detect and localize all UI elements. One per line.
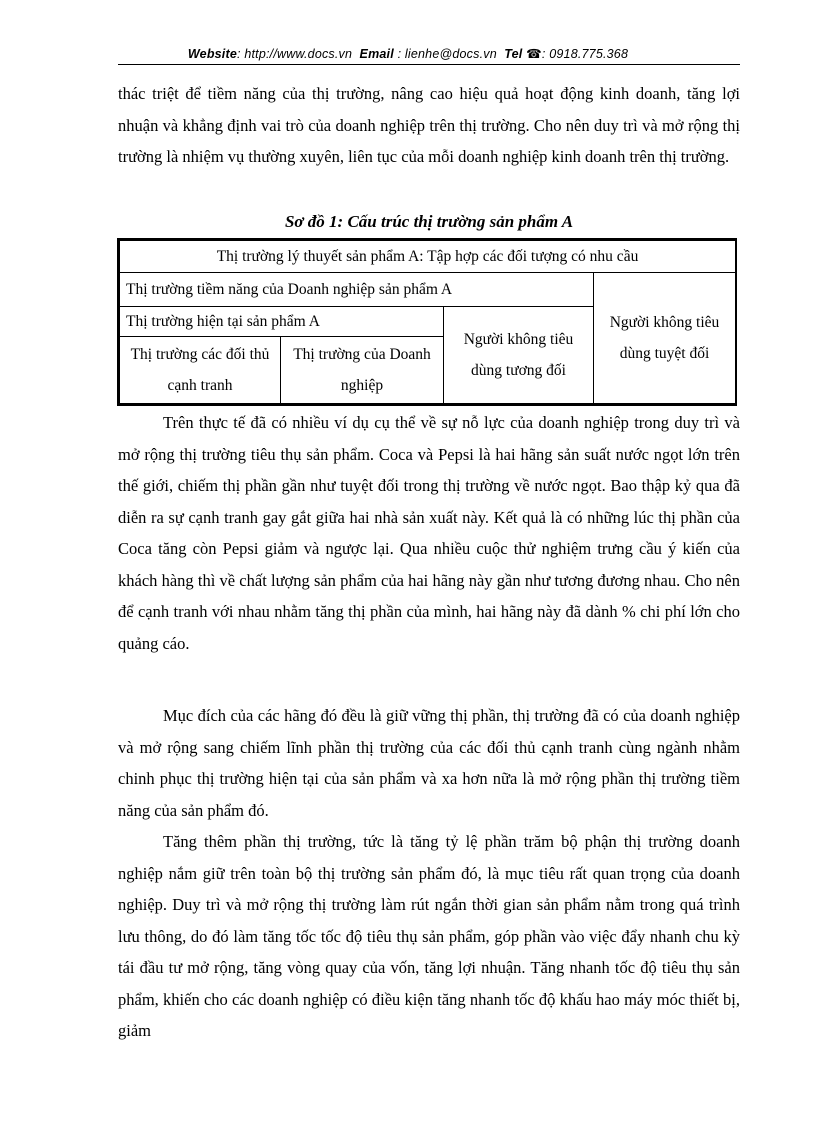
potential-market-cell: Thị trường tiềm năng của Doanh nghiệp sản phẩm A — [120, 273, 594, 307]
phone-icon: ☎ — [526, 47, 542, 61]
market-structure-diagram — [117, 238, 737, 406]
body-paragraph-2: Mục đích của các hãng đó đều là giữ vững thị phần, thị trường đã có của doanh nghiệp và mở rộng sang chiếm lĩnh phần thị trường của các đối thủ cạnh tranh cùng ngành nhằm chinh phục thị trường hiện tại của sản phẩm và xa hơn nữa là mở rộng phần thị trường tiềm năng của sản phẩm đó. — [118, 706, 740, 820]
tel-value: : 0918.775.368 — [541, 47, 629, 61]
relative-nonconsumers-cell: Người không tiêu dùng tương đối — [444, 307, 594, 404]
theoretical-market-cell: Thị trường lý thuyết sản phẩm A: Tập hợp các đối tượng có nhu cầu — [120, 241, 736, 273]
company-market-cell: Thị trường của Doanh nghiệp — [281, 337, 444, 404]
header-divider — [118, 64, 740, 65]
body-paragraph-3: Tăng thêm phần thị trường, tức là tăng tỷ lệ phần trăm bộ phận thị trường doanh nghiệp nắm giữ trên toàn bộ thị trường sản phẩm đó, là mục tiêu rất quan trọng của doanh nghiệp. Duy trì và mở rộng thị trường làm rút ngắn thời gian sản phẩm nằm trong quá trình lưu thông, do đó làm tăng tốc tốc độ tiêu thụ sản phẩm, góp phần vào việc đẩy nhanh chu kỳ tái đầu tư mở rộng, tăng vòng quay của vốn, tăng lợi nhuận. Tăng nhanh tốc độ tiêu thụ sản phẩm, khiến cho các doanh nghiệp có điều kiện tăng nhanh tốc độ khấu hao máy móc thiết bị, giảm — [118, 832, 740, 1040]
email-label: Email — [359, 47, 394, 61]
website-label: Website — [187, 47, 237, 61]
intro-paragraph: thác triệt để tiềm năng của thị trường, nâng cao hiệu quả hoạt động kinh doanh, tăng lợi nhuận và khẳng định vai trò của doanh nghiệp trên thị trường. Cho nên duy trì và mở rộng thị trường là nhiệm vụ thường xuyên, liên tục của mỗi doanh nghiệp kinh doanh trên thị trường. — [118, 84, 740, 166]
diagram-caption: Sơ đồ 1: Cấu trúc thị trường sản phẩm A — [284, 212, 574, 231]
current-market-cell: Thị trường hiện tại sản phẩm A — [120, 307, 444, 337]
email-value[interactable]: : lienhe@docs.vn — [397, 47, 497, 61]
body-paragraph-1: Trên thực tế đã có nhiều ví dụ cụ thể về sự nỗ lực của doanh nghiệp trong duy trì và mở rộng thị trường tiêu thụ sản phẩm. Coca và Pepsi là hai hãng sản suất nước ngọt lớn trên thế giới, chiếm thị phần gần như tuyệt đối trong thị trường về nước ngọt. Bao thập kỷ qua đã diễn ra sự cạnh tranh gay gắt giữa hai nhà sản xuất này. Kết quả là có những lúc thị phần của Coca tăng còn Pepsi giảm và ngược lại. Qua nhiều cuộc thử nghiệm trưng cầu ý kiến của khách hàng thì về chất lượng sản phẩm của hai hãng này gần như tương đương nhau. Cho nên để cạnh tranh với nhau nhằm tăng thị phần của mình, hai hãng này đã dành % chi phí lớn cho quảng cáo. — [118, 413, 740, 653]
competitors-market-cell: Thị trường các đối thủ cạnh tranh — [120, 337, 281, 404]
absolute-nonconsumers-cell: Người không tiêu dùng tuyệt đối — [594, 273, 736, 404]
page-header — [0, 46, 816, 61]
website-value[interactable]: : http://www.docs.vn — [237, 47, 353, 61]
diagram-table — [119, 240, 736, 404]
tel-label: Tel — [504, 47, 523, 61]
